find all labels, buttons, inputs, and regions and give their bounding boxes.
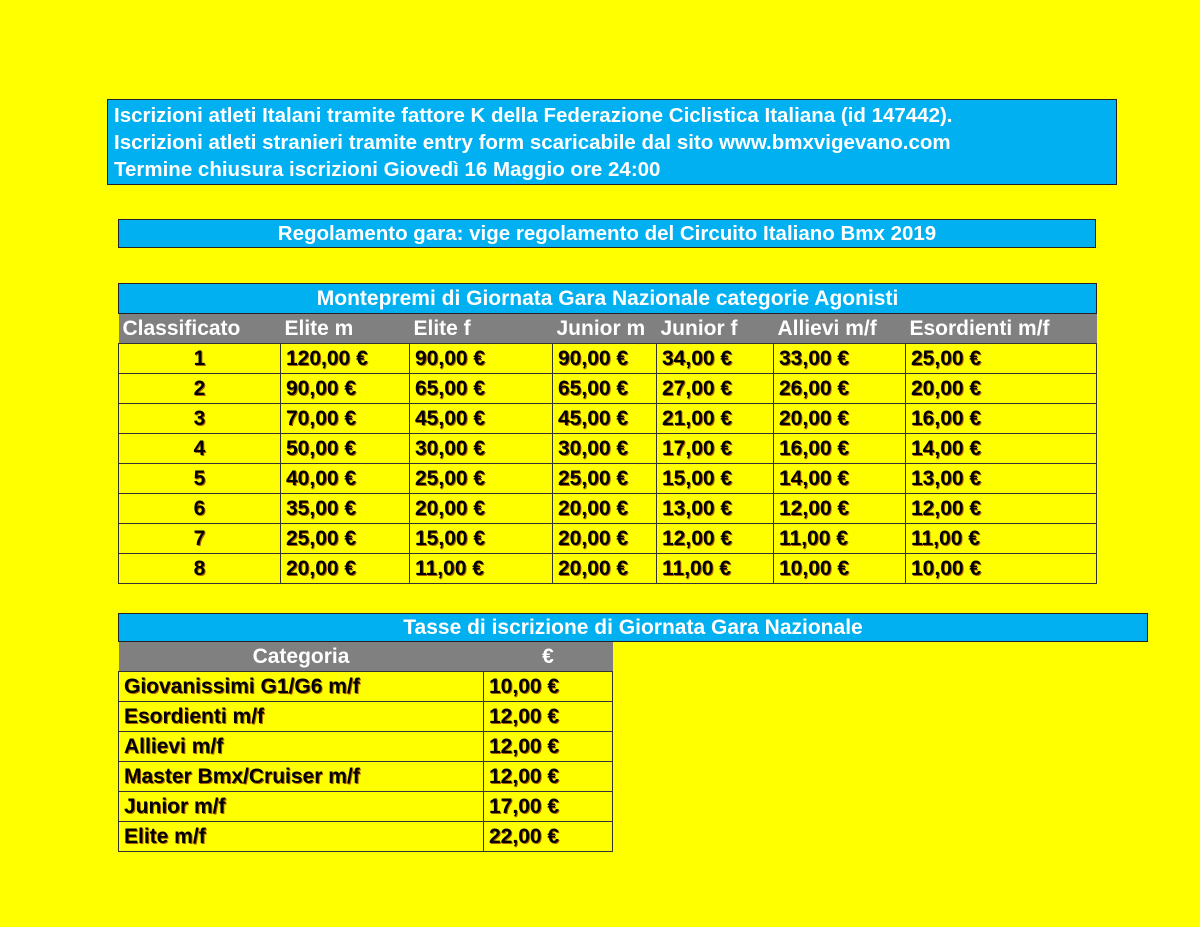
position-cell: 8 (119, 554, 281, 584)
prize-column-header: Esordienti m/f (909, 316, 1050, 340)
position-cell: 1 (119, 344, 281, 374)
prize-amount-cell: 35,00 € (281, 494, 410, 524)
prize-amount-cell: 16,00 € (774, 434, 906, 464)
prize-amount-cell: 25,00 € (906, 344, 1097, 374)
prize-amount-cell: 26,00 € (774, 374, 906, 404)
prize-amount-cell: 10,00 € (774, 554, 906, 584)
fee-category-cell: Junior m/f (119, 792, 484, 822)
position-cell: 6 (119, 494, 281, 524)
prize-amount-cell: 34,00 € (657, 344, 774, 374)
prize-amount-cell: 50,00 € (281, 434, 410, 464)
prize-amount-cell: 120,00 € (281, 344, 410, 374)
prize-amount-cell: 20,00 € (281, 554, 410, 584)
fee-row (119, 792, 613, 822)
prize-amount-cell: 11,00 € (657, 554, 774, 584)
prize-amount-cell: 25,00 € (281, 524, 410, 554)
prize-amount-cell: 12,00 € (774, 494, 906, 524)
prize-amount-cell: 15,00 € (410, 524, 553, 554)
prize-column-header: Classificato (122, 316, 241, 340)
fees-column-header: € (542, 644, 554, 668)
prize-amount-cell: 25,00 € (410, 464, 553, 494)
info-line-deadline: Termine chiusura iscrizioni Giovedì 16 Maggio ore 24:00 (114, 158, 661, 181)
prize-amount-cell: 20,00 € (906, 374, 1097, 404)
entry-fees-table (118, 642, 613, 852)
prize-amount-cell: 30,00 € (553, 434, 657, 464)
position-cell: 7 (119, 524, 281, 554)
prize-amount-cell: 20,00 € (553, 494, 657, 524)
prize-amount-cell: 20,00 € (410, 494, 553, 524)
fee-amount-cell: 17,00 € (484, 792, 613, 822)
fee-amount-cell: 10,00 € (484, 672, 613, 702)
prize-amount-cell: 12,00 € (906, 494, 1097, 524)
fee-category-cell: Elite m/f (119, 822, 484, 852)
fee-row (119, 732, 613, 762)
fee-amount-cell: 12,00 € (484, 762, 613, 792)
fee-amount-cell: 12,00 € (484, 732, 613, 762)
info-line-foreign: Iscrizioni atleti stranieri tramite entry form scaricabile dal sito www.bmxvigevano.com (114, 131, 951, 154)
fee-category-cell: Giovanissimi G1/G6 m/f (119, 672, 484, 702)
prize-amount-cell: 30,00 € (410, 434, 553, 464)
prize-amount-cell: 11,00 € (410, 554, 553, 584)
prize-amount-cell: 13,00 € (657, 494, 774, 524)
prize-column-header: Allievi m/f (777, 316, 877, 340)
fee-category-cell: Master Bmx/Cruiser m/f (119, 762, 484, 792)
prize-amount-cell: 20,00 € (553, 554, 657, 584)
prize-amount-cell: 11,00 € (774, 524, 906, 554)
prize-money-table (118, 283, 1097, 584)
prize-amount-cell: 65,00 € (410, 374, 553, 404)
position-cell: 3 (119, 404, 281, 434)
prize-row (119, 374, 1097, 404)
prize-amount-cell: 90,00 € (281, 374, 410, 404)
prize-amount-cell: 25,00 € (553, 464, 657, 494)
prize-column-header: Elite f (413, 316, 471, 340)
prize-amount-cell: 70,00 € (281, 404, 410, 434)
prize-amount-cell: 12,00 € (657, 524, 774, 554)
prize-amount-cell: 90,00 € (410, 344, 553, 374)
fee-category-cell: Esordienti m/f (119, 702, 484, 732)
position-cell: 5 (119, 464, 281, 494)
prize-row (119, 494, 1097, 524)
prize-amount-cell: 27,00 € (657, 374, 774, 404)
fee-row (119, 672, 613, 702)
prize-row (119, 554, 1097, 584)
prize-table-header-row (119, 314, 1097, 344)
prize-amount-cell: 33,00 € (774, 344, 906, 374)
prize-table-title: Montepremi di Giornata Gara Nazionale categorie Agonisti (119, 284, 1097, 314)
prize-column-header: Elite m (284, 316, 354, 340)
position-cell: 2 (119, 374, 281, 404)
prize-column-header: Junior m (556, 316, 646, 340)
fees-table-header-row (119, 642, 613, 672)
fee-amount-cell: 22,00 € (484, 822, 613, 852)
prize-column-header: Junior f (660, 316, 738, 340)
prize-amount-cell: 65,00 € (553, 374, 657, 404)
prize-amount-cell: 21,00 € (657, 404, 774, 434)
prize-row (119, 344, 1097, 374)
fee-row (119, 702, 613, 732)
prize-amount-cell: 11,00 € (906, 524, 1097, 554)
fee-row (119, 822, 613, 852)
prize-row (119, 434, 1097, 464)
prize-amount-cell: 40,00 € (281, 464, 410, 494)
prize-amount-cell: 14,00 € (906, 434, 1097, 464)
prize-amount-cell: 13,00 € (906, 464, 1097, 494)
prize-amount-cell: 20,00 € (553, 524, 657, 554)
fee-category-cell: Allievi m/f (119, 732, 484, 762)
prize-amount-cell: 45,00 € (553, 404, 657, 434)
prize-amount-cell: 45,00 € (410, 404, 553, 434)
prize-row (119, 404, 1097, 434)
race-rules-banner: Regolamento gara: vige regolamento del Circuito Italiano Bmx 2019 (118, 219, 1096, 248)
prize-amount-cell: 20,00 € (774, 404, 906, 434)
fees-table-title: Tasse di iscrizione di Giornata Gara Nazionale (118, 613, 1148, 642)
prize-amount-cell: 16,00 € (906, 404, 1097, 434)
prize-amount-cell: 10,00 € (906, 554, 1097, 584)
fee-row (119, 762, 613, 792)
prize-amount-cell: 15,00 € (657, 464, 774, 494)
info-line-italian: Iscrizioni atleti Italani tramite fattore K della Federazione Ciclistica Italiana (id 147442). (114, 104, 953, 127)
position-cell: 4 (119, 434, 281, 464)
registration-info-box (107, 99, 1117, 185)
fee-amount-cell: 12,00 € (484, 702, 613, 732)
prize-row (119, 464, 1097, 494)
prize-amount-cell: 14,00 € (774, 464, 906, 494)
prize-row (119, 524, 1097, 554)
fees-column-header: Categoria (252, 644, 350, 668)
prize-amount-cell: 17,00 € (657, 434, 774, 464)
prize-amount-cell: 90,00 € (553, 344, 657, 374)
